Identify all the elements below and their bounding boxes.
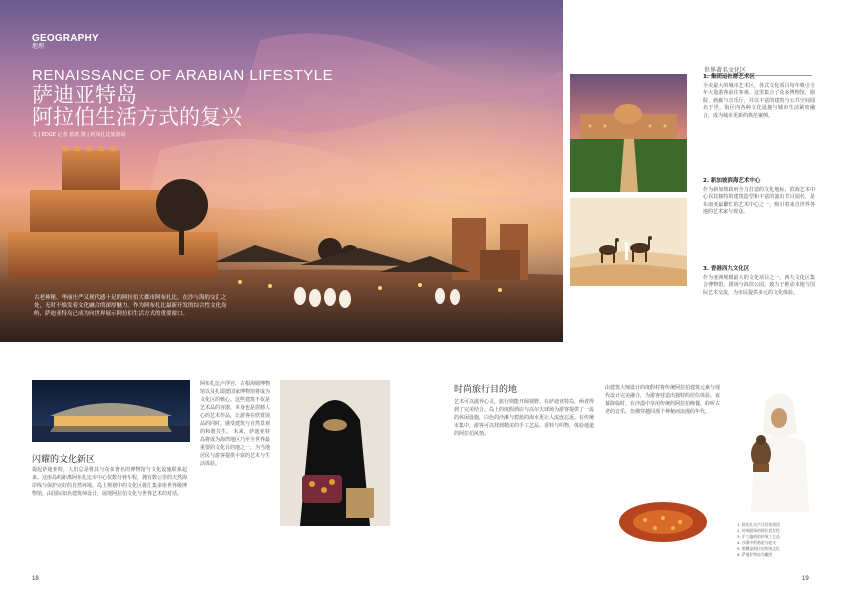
section-title-culture: 闪耀的文化新区 [32, 455, 96, 465]
culture-text-2b: 未来，萨迪亚特岛将成为海湾地区乃至全世界最重要的文化目的地之一，为当地居民与游客提供丰富的艺术与生活体验。 [200, 429, 270, 467]
hero-title-cn-1: 萨迪亚特岛 [32, 83, 137, 107]
hero-caption: 古老神秘、华丽庄严又现代感十足的阿拉伯大都市阿布扎比，在沙与海的交汇之处，无时不焕发着文化融合的深厚魅力。作为阿布扎比最新开发的综合性文化岛屿，萨迪亚特岛已成为向世界展示阿拉伯生活方式的重要窗口。 [34, 295, 227, 317]
sidebar-section-3-text: 作为亚洲规模最大的文化项目之一，西九文化区集合博物馆、剧场与海滨公园，致力于推动本地与国际艺术交流，为市民提供多元的文化体验。 [703, 274, 815, 296]
caption-4: 4. 沙漠中的骆驼与驼夫 [737, 540, 777, 545]
section-title-fashion: 时尚旅行目的地 [454, 385, 518, 395]
caption-6: 6. 萨迪亚特岛鸟瞰图 [737, 552, 773, 557]
falconer-photo [735, 382, 813, 512]
fashion-text: 艺术可以滋养心灵，旅行则能开阔视野。在萨迪亚特岛，两者得到了完美结合。岛上的度假酒店与高尔夫球场为游客提供了一流的休闲设施，白色的沙滩与碧蓝的海水更让人流连忘返。在传统市集中，游客可以找到精美的手工艺品、香料与织物，体验地道的阿拉伯风情。 [454, 399, 594, 437]
sidebar-section-2 [703, 178, 815, 217]
caption-2: 2. 传统服饰的阿拉伯女性 [737, 528, 780, 533]
sidebar-section-1 [703, 74, 815, 120]
culture-text-2 [200, 380, 270, 568]
fortress-sunset-illustration [0, 0, 563, 342]
sidebar-section-2-text: 作为新加坡政府全力打造的文化地标，滨海艺术中心以其独特的建筑造型和丰富的演出节目闻名，是东南亚最繁忙的艺术中心之一，吸引着来自世界各地的艺术家与观众。 [703, 186, 815, 215]
page-number-right: 19 [802, 576, 809, 582]
sidebar-section-1-text: 全美最大的城市艺术区，各式文化项目每年吸引全年大量游客前往参观。这里集合了众多博物馆、剧院、画廊与音乐厅，并以丰富的建筑与公共空间闻名于世。街区内各种文化设施与城市生活紧密融合，成为城市更新的典范案例。 [703, 82, 815, 119]
hero-title-cn-2: 阿拉伯生活方式的复兴 [32, 105, 242, 129]
photo-captions [737, 522, 813, 558]
caption-3: 3. 手工编织的传统工艺品 [737, 534, 780, 539]
louvre-photo [32, 380, 190, 442]
sidebar-title: 世界著名文化区 [704, 65, 812, 76]
veiled-woman-photo [280, 380, 390, 526]
page-number-left: 18 [32, 576, 39, 582]
caption-5: 5. 驯鹰是阿拉伯传统文化 [737, 546, 780, 551]
byline: 文 | EDGE 记者 蓝蓝 图 | 阿布扎比旅游局 [32, 132, 126, 138]
sidebar-section-3-heading: 3. 香港西九文化区 [703, 266, 750, 272]
sidebar-section-1-heading: 1. 集团运社群艺术区 [703, 74, 755, 80]
hero-title-en: RENAISSANCE OF ARABIAN LIFESTYLE [32, 67, 334, 84]
sidebar-section-3 [703, 266, 815, 297]
brand-logo: GEOGRAPHY [32, 33, 99, 44]
desert-camel-photo [570, 198, 687, 286]
fashion-text-2: 由建筑大师设计的度假村将传统阿拉伯建筑元素与现代设计完美融合，为游客营造出独特的居住体验。夜幕降临时，在沙漠中享用传统的阿拉伯晚餐，聆听古老的音乐，仿佛穿越回那个神秘而浪漫的年代。 [605, 385, 720, 415]
hero-image [0, 0, 563, 342]
culture-text: 提起萨迪亚特，人们总是将其与众多著名的博物馆与文化设施联系起来。这座岛屿距离阿布扎比市中心仅数分钟车程，拥有数公里的天然海岸线与保护完好的自然环境。岛上规划中的文化区将汇集多座世界级博物馆，由国际知名建筑师设计，展现阿拉伯文化与世界艺术的对话。 [32, 467, 187, 497]
craft-photo [605, 488, 723, 550]
sidebar-section-2-heading: 2. 新加坡滨海艺术中心 [703, 178, 761, 184]
palace-photo [570, 74, 687, 192]
brand-sub: 地理 [32, 44, 45, 50]
caption-1: 1. 阿布扎比卢浮宫效果图 [737, 522, 780, 527]
magazine-brand [32, 34, 99, 51]
culture-text-2a: 阿布扎比卢浮宫、古根海姆博物馆以及扎耶德国家博物馆将成为文化区的核心。这些建筑不仅是艺术品的容器，本身也是震撼人心的艺术作品，让游客在欣赏展品的同时，感受建筑与自然景观的和谐共生。 [200, 381, 270, 435]
